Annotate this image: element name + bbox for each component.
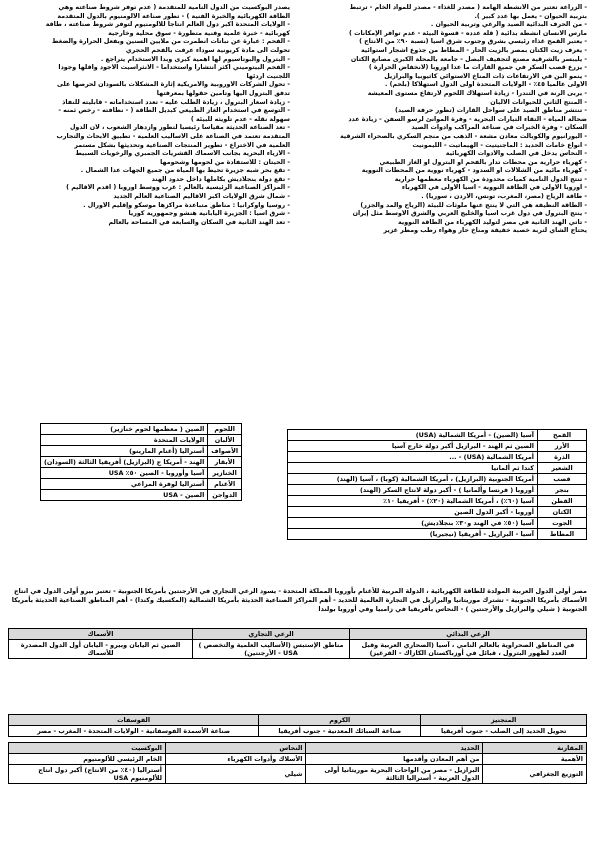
note-line: مارس الانسان أنشطة بدائية ( قلة عدده - قسوة البيئة - عدم توافر الإمكانات ) (349, 29, 587, 37)
note-line: - شمال شرق الولايات أكبر الأقاليم الصناعية العالم الجديد (113, 193, 290, 201)
animals-table (40, 423, 242, 501)
crop-row (288, 496, 587, 507)
grazing-table (8, 628, 587, 659)
note-line: - تأتي الهند الثانية في مصر لتوليد الكهرباء من الطاقة النووية (398, 218, 587, 226)
animal-row-label: اللحوم (208, 424, 242, 435)
animal-row-label: الأبقار (208, 457, 242, 468)
note-line: - المراكز الصناعية الرئيسية بالعالم : غرب ووسط أوروبا ( أقدم الأقاليم ) (66, 184, 290, 192)
note-line: - تحول الشركات الأوروبية والأمريكية إثارة المشكلات بالسودان لحرصها على (57, 81, 290, 89)
note-line: الطاقة الكهربائية والخبرة الفنية ) - تطور صناعة الألومنيوم بالدول المتقدمة (57, 12, 290, 20)
right-notes-column (305, 4, 587, 236)
note-line: - الأزياء البحرية بجانب الأسماك القشريات الجمبري والرخويات السبيط (75, 150, 290, 158)
comparison-header: النحاس (166, 743, 306, 754)
note-line: - يزرع قصب السكر في جميع القارات ما عدا أوروبا (لانخفاض الحرارة ) (368, 64, 587, 72)
note-line: - تعد الهند الثانية في السكان والسابعة في المساحة بالعالم (108, 218, 290, 226)
crop-row-value: الصين ثم الهند - البرازيل أكبر دولة خارج آسيا (288, 441, 538, 452)
note-line: - ينتج البترول في دول غرب آسيا والخليج العربي والشرق الأوسط مثل إيران (352, 210, 587, 218)
grazing-header: الأسماك (9, 629, 193, 640)
crop-row-label: المطاط (538, 529, 587, 540)
animal-row-label: الدواجن (208, 490, 242, 501)
animal-row-label: الأغنام (208, 479, 242, 490)
note-line: - طاقة الرياح (مصر، المغرب، تونس، الأردن ، سوريا) . (421, 193, 587, 201)
crop-row (288, 430, 587, 441)
animal-row-value: أستراليا (أغنام المارينو) (41, 446, 208, 457)
note-line: - كهرباء مائية من الشلالات أو السدود - كهرباء نووية من المحطات النووية (361, 167, 587, 175)
note-line: - المنتج الثاني للحيوانات الألبان (490, 98, 587, 106)
note-line: - الحيتان : للاستفادة من لحومها وشحومها (160, 158, 290, 166)
crop-row-label: القمح (538, 430, 587, 441)
crop-row-value: أوروبا ( فرنسا وألمانيا ) - أكبر دولة لانتاج السكر (الهند) (288, 485, 538, 496)
note-line: - زيادة أسعار البترول ، زيادة الطلب عليه - تعدد استخداماته - قابليته للنفاذ (62, 98, 290, 106)
crop-row-label: الشعير (538, 463, 587, 474)
animal-row-value: الهند - أمريكا ج (البرازيل) أفريقيا الثالثة (السودان) (41, 457, 208, 468)
note-line: - روسيا وأوكرانيا : مناطق متباعدة مراكزها موسكو وإقليم الأورال . (83, 201, 290, 209)
crop-row-label: الجوت (538, 518, 587, 529)
crop-row-value: أمريكا الشمالية (USA) - ... (288, 452, 538, 463)
note-line: - من الحرف البدائية الصيد والرعي وتربية الحيوان . (430, 21, 587, 29)
minerals-header: الكروم (259, 715, 421, 726)
note-line: المتقدمة تعتمد في الصناعة على الأساليب العلمية - تطبيق الأبحاث والتجارب (56, 132, 290, 140)
note-line: - كهرباء حرارية من محطات تدار بالفحم أو البترول أو الغاز الطبيعي (379, 158, 587, 166)
note-line: تحولت الى مادة كربونية سوداء عرفت بالفحم الحجري (125, 46, 290, 54)
comparison-table (8, 742, 587, 784)
note-line: - ينمو البن في الارتفاعات ذات المناخ الاستوائي كأثيوبيا والبرازيل (384, 72, 587, 80)
crop-row (288, 474, 587, 485)
note-line: الأولى عالميا ٤٥٪ - الولايات المتحدة أولى الدول استهلاكا (بلحم) . (385, 81, 587, 89)
animal-row-label: الأصواف (208, 446, 242, 457)
note-line: - يعرف زيت الكتان بمصر بالزيت الحار - المطاط من جذوع أشجار استوائية (360, 46, 587, 54)
note-line: - يليبسر بالشرقية مصنع لتجفيف البصل - جامعة بالمحلة الكبرى مصانع الكتان (350, 55, 587, 63)
note-line: - يربى الرنة في التندرا - زيادة استهلاك اللحوم لارتفاع مستوى المعيشة (367, 89, 587, 97)
comparison-row-label: الأهمية (483, 754, 587, 765)
crop-row-value: أوروبا - أكبر الدول الصين (288, 507, 538, 518)
crop-row-label: بنجر (538, 485, 587, 496)
note-line: تدفق البترول اليها وتأمين حقولها بمعرفتها (156, 89, 290, 97)
comparison-cell: البرازيل - مصر من الواحات البحرية موريتانيا أولى الدول العربية - أستراليا الثالثة (306, 765, 483, 784)
note-line: - الفحم : عبارة عن نباتات انطمرت من ملايين السنين وبفعل الحرارة والضغط (52, 38, 290, 46)
crop-row (288, 507, 587, 518)
animal-row-value: الصين - USA (41, 490, 208, 501)
grazing-cell: الصين ثم اليابان وبيرو - اليابان أول الدول المصدرة للأسماك (9, 640, 193, 659)
animal-row (41, 468, 242, 479)
grazing-cell: في المناطق الصحراوية بالعالم النامي ، آسيا (الصحاري العربية وقبل العدد لظهور البترول ، قبائل في أوزباكستان الكازاك - القرغيز) (350, 640, 587, 659)
comparison-cell: أستراليا (٤٠٪ من الانتاج) أكبر دول انتاج للألومنيوم USA (9, 765, 166, 784)
animal-row (41, 435, 242, 446)
crop-row (288, 485, 587, 496)
comparison-cell: شيلي (166, 765, 306, 784)
note-line: سهولة نقله - عدم تلويثه للبيئة ) (190, 115, 290, 123)
left-notes-column (8, 4, 290, 227)
crop-row-value: آسيا - البرازيل - أفريقيا (نيجيريا) (288, 529, 538, 540)
note-line: العلمية في الاختراع - تطوير المنتجات الصناعية وتحديثها بشكل مستمر (74, 141, 290, 149)
comparison-header: البوكسيت (9, 743, 166, 754)
comparison-row-label: التوزيع الجغرافي (483, 765, 587, 784)
note-line: - أوروبا الأولى في الطاقة النووية - آسيا الأولى في الكهرباء (401, 184, 587, 192)
animal-row-value: أستراليا لوفرة المراعي (41, 479, 208, 490)
note-line: - الفحم البيتوميني أكثر انتشارا واستخداما - الانثراسيت الأجود وأقلها وجودا (58, 64, 290, 72)
crop-row-label: الأرز (538, 441, 587, 452)
note-line: - تنتج الدول النامية كميات محدودة من الكهرباء معظمها حرارية (394, 175, 587, 183)
animal-row (41, 479, 242, 490)
minerals-header: الفوسفات (9, 715, 259, 726)
note-line: - اليورانيوم والكوبالت معادن مشعة - الذهب من منجم السكري بالصحراء الشرقية (339, 132, 587, 140)
note-line: يصدر البوكسيت من الدول النامية للمتقدمة ( عدم توفر شروط صناعته وهي (58, 4, 290, 11)
grazing-header: الرعي البدائي (350, 629, 587, 640)
grazing-header: الرعي التجاري (193, 629, 350, 640)
note-line: كهربائية - خبرة علمية وفنية متطورة - سوق محلية وخارجية (108, 29, 290, 37)
crops-table (287, 429, 587, 540)
animal-row-value: الصين ( معظمها لحوم خنازير) (41, 424, 208, 435)
note-line: - يعتبر القمح غذاء رئيسي بشرق وجنوب شرق آسيا (نسبة ٩٠٪ من الانتاج ) (359, 38, 587, 46)
note-line: - الزراعة تعتبر من الأنشطة الهامة ( مصدر للغذاء - مصدر للمواد الخام - ترتبط (349, 4, 587, 11)
minerals-table (8, 714, 587, 737)
crop-row-label: القطن (538, 496, 587, 507)
note-line: - الطاقة النظيفة هي التي لا ينتج عنها ملوثات للبيئة (الرياح والمد والجزر) (360, 201, 587, 209)
animal-row (41, 446, 242, 457)
note-line: - أنواع خامات الحديد : الماجنيتيت - الهيماتيت - الليمونيت (412, 141, 587, 149)
crop-row (288, 463, 587, 474)
animal-row-label: الخنازير (208, 468, 242, 479)
animal-row (41, 457, 242, 468)
crop-row-value: كندا ثم ألمانيا (288, 463, 538, 474)
minerals-cell: صناعة الأسمدة الفوسفاتية - الولايات المتحدة - المغرب - مصر (9, 726, 259, 737)
note-line: - تعد الصناعة الحديثة مقياسا رئيسيا لتطور وازدهار الشعوب ، لأن الدول (69, 124, 290, 132)
note-line: اللجنيت أردئها (246, 72, 290, 80)
comparison-cell: الخام الرئيسي للألومنيوم (9, 754, 166, 765)
crop-row (288, 441, 587, 452)
minerals-header: المنجنيز (421, 715, 587, 726)
note-line: - التوسع في استخدام الغاز الطبيعي كبديل الطاقة ( - نظافته - رخص ثمنه - (58, 107, 290, 115)
animal-row (41, 424, 242, 435)
comparison-cell: الأسلاك وأدوات الكهرباء (166, 754, 306, 765)
crop-row (288, 529, 587, 540)
crop-row-value: آسيا (٥٠٪ في الهند و٣٠٪ بنجلاديش) (288, 518, 538, 529)
note-line: بتربية الحيوان - يعمل بها عدد كبير ). (474, 12, 587, 20)
crop-row (288, 518, 587, 529)
note-line: - الولايات المتحدة أكبر دول العالم انتاجا للألومنيوم لتوفر شروط صناعته ، طاقة (45, 21, 290, 29)
note-line: يحتاج الشاي لتربة خصبة خفيفة ومناخ حار وهواء رطب ومطر غزير (383, 227, 587, 235)
crop-row-value: أمريكا الجنوبية (البرازيل) ، أمريكا الشمالية (كوبا) ، آسيا (الهند) (288, 474, 538, 485)
note-line: ضحالة المياه - التقاء التيارات البحرية - وفرة الموانئ لرسو السفن - زيادة عدد (348, 115, 587, 123)
crop-row-label: قصب (538, 474, 587, 485)
crop-row-label: الكتان (538, 507, 587, 518)
crop-row-label: الذرة (538, 452, 587, 463)
crop-row-value: آسيا (٦٠٪) ، أمريكا الشمالية (٢٠٪) - أفريقيا ١٠٪ (288, 496, 538, 507)
animal-row-value: الولايات المتحدة (41, 435, 208, 446)
note-line: - النحاس يدخل في الصلب والأدوات الكهربائية (445, 150, 587, 158)
minerals-cell: تحويل الحديد إلى الصلب - جنوب أفريقيا (421, 726, 587, 737)
comparison-header: المقارنة (483, 743, 587, 754)
summary-paragraph: مصر أولى الدول العربية المولدة للطاقة الكهربائية ، الدولة المربية للأغنام بأوروبا المملكة المتحدة - يسود الرعي التجاري في الأرجنتين بأمريكا الجنوبية - تعتبر بيرو أولى الدول في انتاج الأسماك بأمريكا الجنوبية - تشترك موريتانيا والبرازيل في التجارة العالمية للحديد - أهم المراكز الصناعية الحديثة بأمريكا الشمالية (المكسيك وكندا) - أهم المناطق الصناعية الحديثة بأمريكا الجنوبية ( شيلي والبرازيل والأرجنتين ) - النحاس بأفريقيا في زامبيا وفي أوروبا بولندا (11, 587, 587, 613)
animal-row-value: آسيا وأوروبا - الصين ٥٠٪ USA (41, 468, 208, 479)
animal-row (41, 490, 242, 501)
note-line: - البترول والبوتاسيوم لها أهمية كبرى وبدأ الاستخدام يتراجع . (100, 55, 290, 63)
note-line: السكان - وفرة الخبرات في صناعة المراكب وأدوات الصيد (411, 124, 587, 132)
grazing-cell: مناطق الإستبس (الأساليب العلمية والتخصص ) USA - الأرجنتين) (193, 640, 350, 659)
animal-row-label: الألبان (208, 435, 242, 446)
note-line: - شرق آسيا : الجزيرة اليابانية هنشو وجمهورية كوريا (128, 210, 290, 218)
crop-row-value: آسيا (الصين) - أمريكا الشمالية (USA) (288, 430, 538, 441)
minerals-cell: صناعة السبائك المعدنية - جنوب أفريقيا (259, 726, 421, 737)
note-line: - تقع دولة بنجلاديش بكاملها داخل حدود الهند (151, 175, 290, 183)
note-line: - تقع بحر شبه جزيرة تحيط بها المياه من جميع الجهات عدا الشمال . (80, 167, 290, 175)
comparison-cell: من أهم المعادن وأقدمها (306, 754, 483, 765)
comparison-header: الحديد (306, 743, 483, 754)
note-line: - تنتشر مناطق الصيد على سواحل القارات (تطور حرفة الصيد) (395, 107, 587, 115)
crop-row (288, 452, 587, 463)
